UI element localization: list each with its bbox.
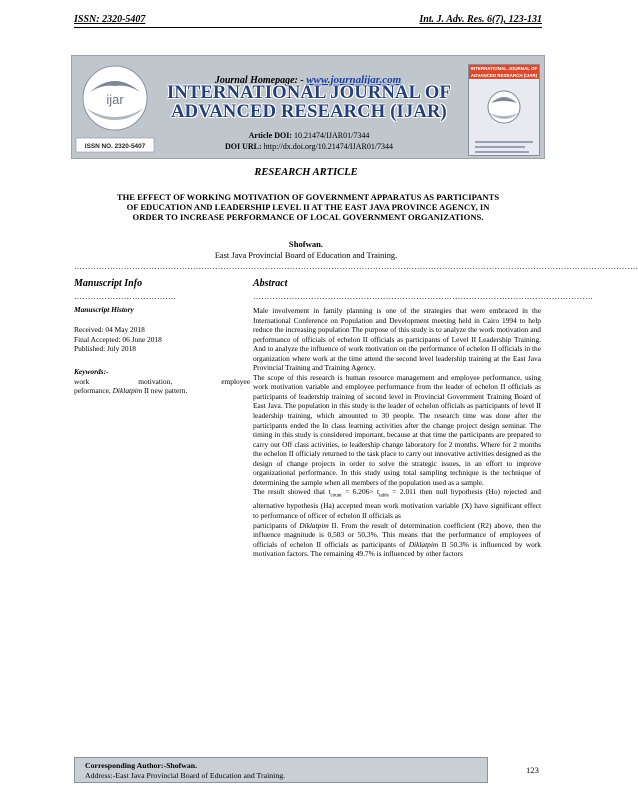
journal-title-line1: INTERNATIONAL JOURNAL OF	[166, 83, 452, 103]
keyword-text: motivation,	[138, 376, 173, 386]
abstract-italic: Diklatpim	[299, 520, 329, 530]
corresponding-author: Corresponding Author:-Shofwan.	[85, 761, 198, 770]
corresponding-author-box	[74, 757, 488, 783]
published-date: Published: July 2018	[74, 344, 137, 354]
accepted-date: Final Accepted: 06 June 2018	[74, 334, 162, 344]
cover-line	[475, 146, 525, 148]
abstract-paragraph	[253, 521, 541, 559]
abstract-paragraph	[253, 487, 541, 520]
citation-label: Int. J. Adv. Res. 6(7), 123-131	[419, 14, 542, 25]
keywords-line	[74, 377, 250, 387]
author-address: Address:-East Java Provincial Board of Education and Training.	[85, 771, 286, 780]
cover-graphic-icon	[473, 85, 535, 137]
keyword-text: peformance,	[74, 386, 111, 396]
doi-value: 10.21474/IJAR01/7344	[293, 131, 370, 140]
cover-line	[475, 141, 533, 143]
page-number: 123	[526, 765, 539, 775]
journal-banner	[71, 55, 545, 159]
title-line: ORDER TO INCREASE PERFORMANCE OF LOCAL GOVERNMENT ORGANIZATIONS.	[132, 212, 484, 222]
keywords-line	[74, 386, 250, 396]
doi-url-link[interactable]: http://dx.doi.org/10.21474/IJAR01/7344	[263, 141, 394, 151]
manuscript-info-heading: Manuscript Info	[74, 278, 143, 289]
journal-cover-thumbnail	[468, 64, 540, 156]
abstract-paragraph: Male involvement in family planning is one of the strategies that were embraced in the International Conference on Population and Development meeting held in Cairo 1994 to help reduce the increasing population The purpose of this study is to analyze the work motivation and performance of officials of echelon II officials as participants of Level II Leadership Training. And to analyze the influence of work motivation on the performance of echelon II officials in the organization where work at the time attend the second level leadership training at the East Java Provincial Training and Training Agency.	[253, 306, 541, 373]
dotted-separator: ……………………………………………………………………………………………………………………………………………………………………………………	[74, 262, 638, 271]
abstract-text: The result showed that t	[253, 487, 331, 497]
title-line: THE EFFECT OF WORKING MOTIVATION OF GOVERNMENT APPARATUS AS PARTICIPANTS	[116, 192, 500, 202]
history-label: Manuscript History	[74, 305, 134, 314]
cover-line	[475, 151, 529, 153]
abstract-body	[253, 306, 541, 559]
subscript: count	[330, 493, 342, 499]
subscript: table	[379, 493, 389, 499]
paper-title	[74, 192, 542, 222]
abstract-paragraph: The scope of this research is human resource management and employee performance, using work motivation variable and employee performance from the leader of echelon II officials as participants of leadership training of second level in Provincial Government Training Board of East Java. The population in this study is the leader of echelon officials as participants of level II leadership training, which amounted to 30 people. The research time was done after the participants ended the In class learning activities after the change project design seminar. The timing in this study is considered important, because at that time the participants are prepared to carry out Off class activities, ie leadership change laboratory for 2 months. Where for 2 months the echelon II officialy returned to the task place to carry out innovative activities designed as the design of change projects in order to solve the strategic issues, in an effort to improve organizational performance. In this study using total sampling technique is the technique of determining the sample when all members of the population used as a sample.	[253, 372, 541, 487]
logo-issn: ISSN NO. 2320-5407	[84, 143, 146, 150]
received-date: Received: 04 May 2018	[74, 325, 145, 334]
doi-label: Article DOI:	[248, 131, 292, 140]
doi-url-label: DOI URL:	[224, 141, 262, 151]
homepage-label: Journal Homepage: -	[214, 75, 304, 86]
abstract-text: participants of	[253, 520, 300, 530]
dotted-separator: ……………………………….	[74, 292, 176, 301]
author-affiliation: East Java Provincial Board of Education and Training.	[214, 251, 398, 260]
journal-title-line2: ADVANCED RESEARCH (IJAR)	[171, 102, 447, 122]
author-name: Shofwan.	[288, 239, 324, 249]
title-line: OF EDUCATION AND LEADERSHIP LEVEL II AT THE EAST JAVA PROVINCE AGENCY, IN	[126, 202, 490, 212]
dotted-separator: ……………………………………………………………………………………………………………	[253, 292, 594, 301]
logo-text: ijar	[106, 92, 124, 107]
keywords-label: Keywords:-	[74, 367, 109, 376]
abstract-heading: Abstract	[253, 278, 288, 289]
section-label: RESEARCH ARTICLE	[254, 167, 358, 178]
keyword-text: II new pattern.	[144, 386, 188, 396]
homepage-link[interactable]: www.journalijar.com	[306, 74, 402, 86]
cover-title: INTERNATIONAL JOURNAL OF ADVANCED RESEARCH (IJAR)	[470, 66, 538, 78]
issn-label: ISSN: 2320-5407	[74, 14, 146, 25]
journal-title	[152, 84, 466, 122]
keyword-text: Diklatpim	[112, 386, 143, 396]
abstract-text: II. From the result of determination coefficient (R2) above, then the influence magnitude is 0,503 or 50,3%. This means that the performance of employees of officials of echelon II officials as participants of	[253, 520, 542, 549]
abstract-italic: Diklatpim	[408, 539, 439, 549]
header-rule	[74, 27, 542, 28]
keyword-text: work	[74, 376, 90, 386]
manuscript-dates	[74, 325, 250, 354]
keyword-text: employee	[221, 376, 250, 386]
abstract-text: = 2.011 then null hypothesis (Ho) rejected and alternative hypothesis (Ha) accepted mean work motivation variable (X) have significant effect to performance of officer of echelon II officials as	[253, 487, 541, 520]
keywords-block	[74, 367, 250, 396]
abstract-text: II 50.3% is influenced by work motivation factors. The remaining 49.7% is influenced by other factors	[253, 539, 541, 559]
manuscript-history	[74, 305, 250, 315]
abstract-text: = 6.206> t	[341, 487, 380, 497]
doi-block	[152, 131, 466, 152]
